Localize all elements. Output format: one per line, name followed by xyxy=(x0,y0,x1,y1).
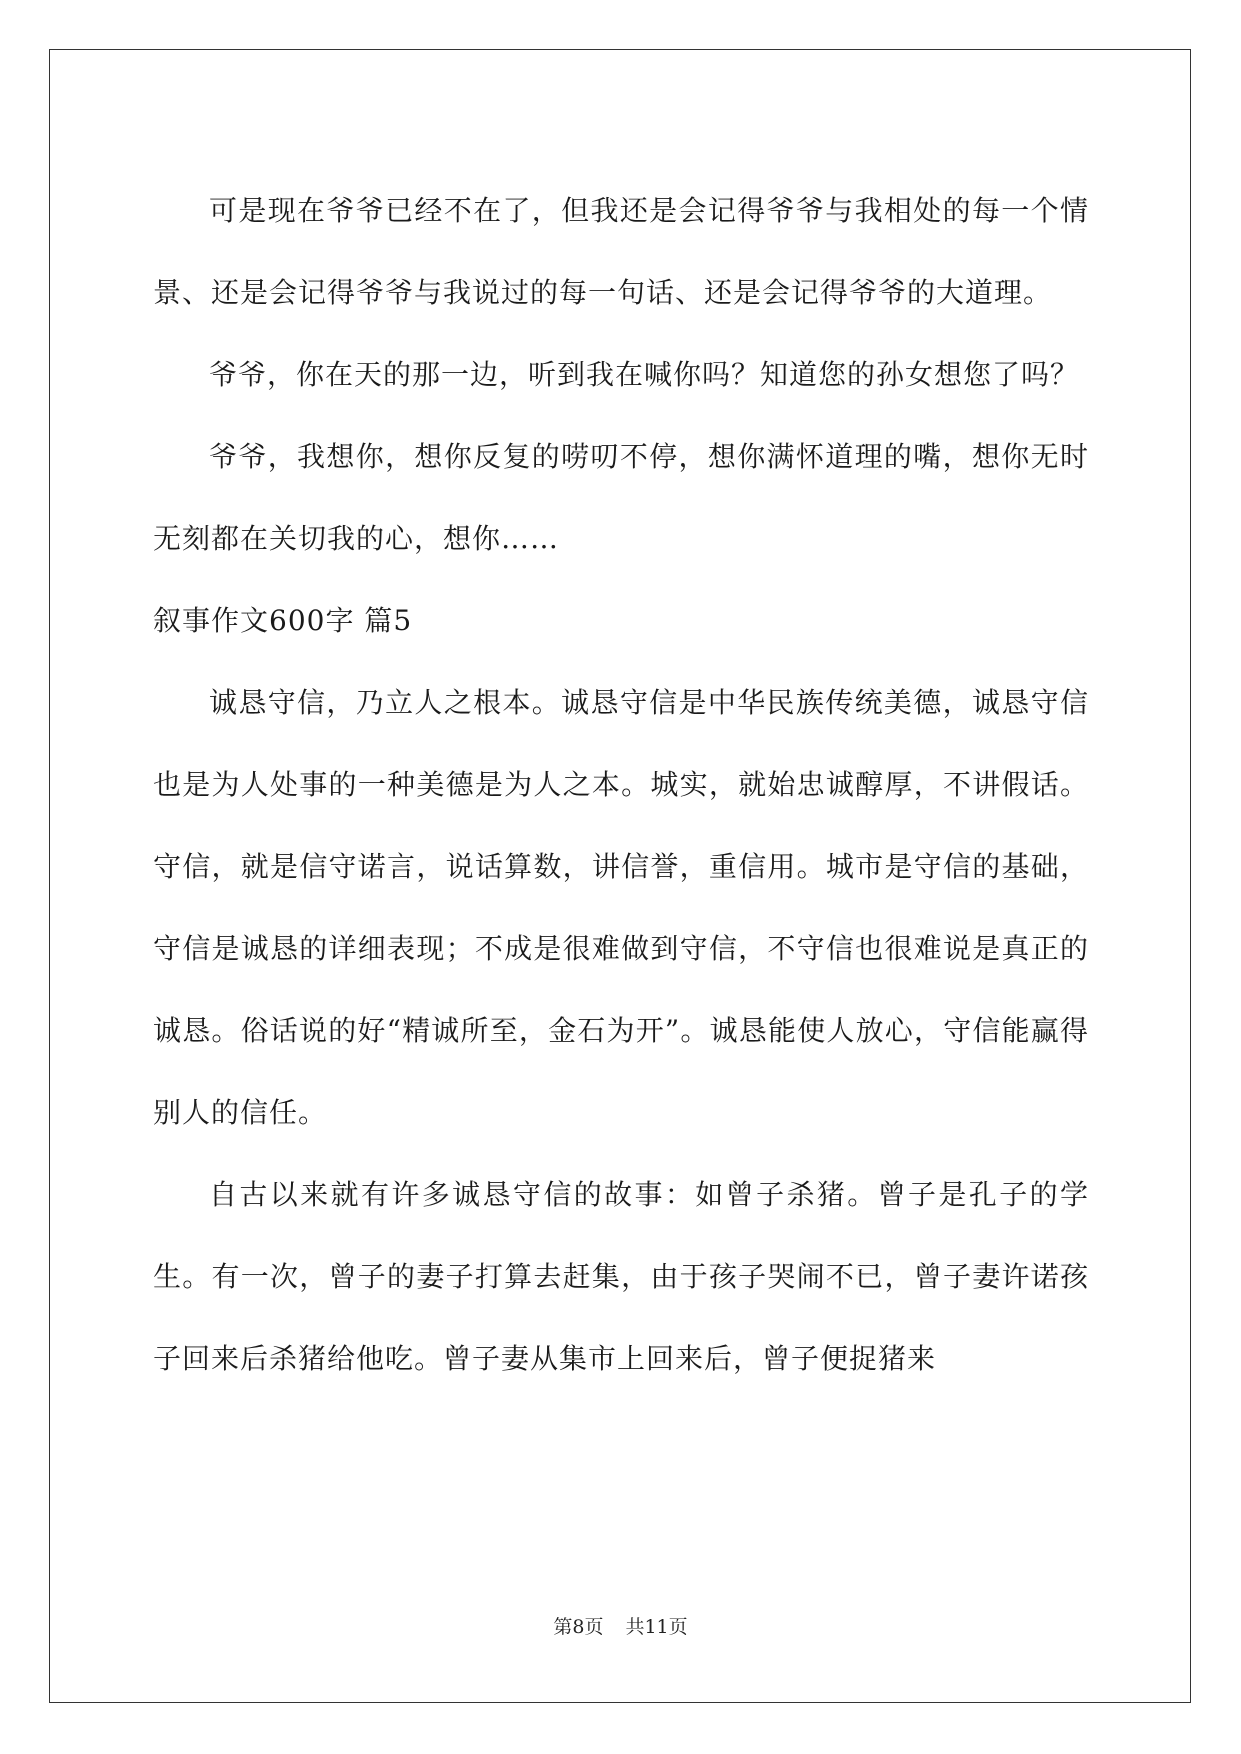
page-footer xyxy=(0,1612,1241,1639)
paragraph: 自古以来就有许多诚恳守信的故事：如曾子杀猪。曾子是孔子的学生。有一次，曾子的妻子打算去赶集，由于孩子哭闹不已，曾子妻许诺孩子回来后杀猪给他吃。曾子妻从集市上回来后，曾子便捉猪来 xyxy=(153,1178,1089,1375)
page-number: 第8页 xyxy=(553,1616,604,1638)
paragraph: 可是现在爷爷已经不在了，但我还是会记得爷爷与我相处的每一个情景、还是会记得爷爷与我说过的每一句话、还是会记得爷爷的大道理。 xyxy=(153,194,1089,309)
paragraph: 爷爷，我想你，想你反复的唠叨不停，想你满怀道理的嘴，想你无时无刻都在关切我的心，想你…… xyxy=(153,440,1089,555)
page-total: 共11页 xyxy=(625,1616,688,1638)
document-body xyxy=(153,170,1089,1400)
section-heading: 叙事作文600字 篇5 xyxy=(153,604,413,637)
paragraph: 爷爷，你在天的那一边，听到我在喊你吗？知道您的孙女想您了吗？ xyxy=(209,358,1080,391)
paragraph: 诚恳守信，乃立人之根本。诚恳守信是中华民族传统美德，诚恳守信也是为人处事的一种美德是为人之本。城实，就始忠诚醇厚，不讲假话。守信，就是信守诺言，说话算数，讲信誉，重信用。城市是守信的基础，守信是诚恳的详细表现；不成是很难做到守信，不守信也很难说是真正的诚恳。俗话说的好“精诚所至，金石为开”。诚恳能使人放心，守信能赢得别人的信任。 xyxy=(153,686,1089,1129)
